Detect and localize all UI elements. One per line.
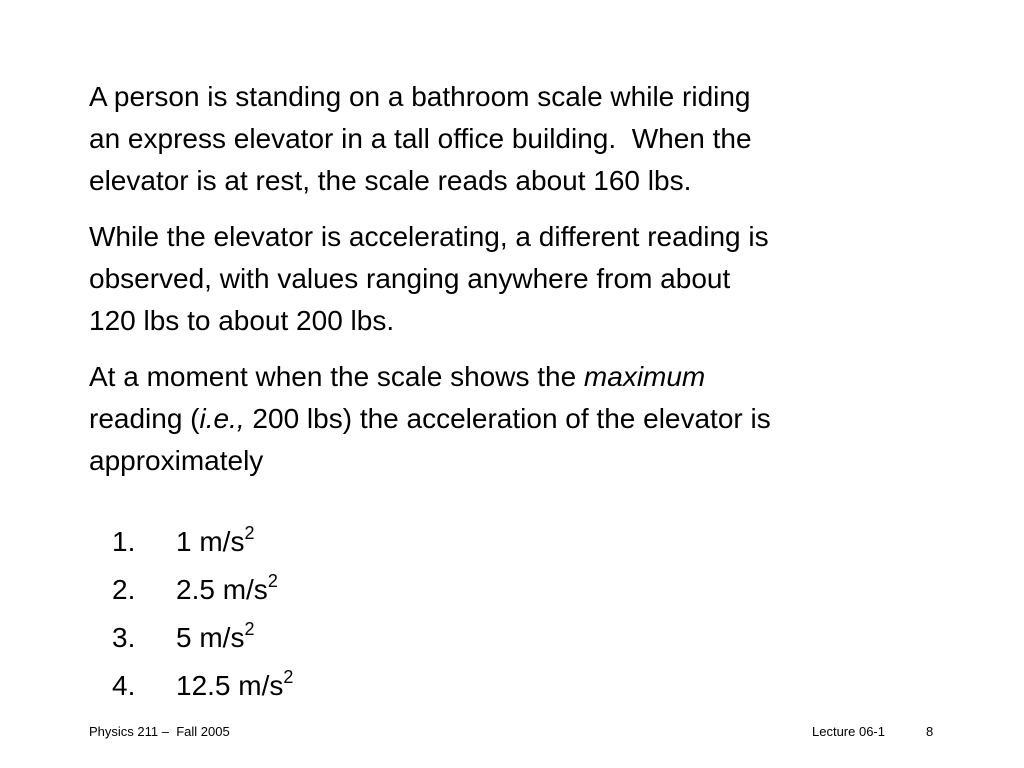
answer-choices	[112, 518, 293, 710]
emphasis-ie: i.e.,	[199, 403, 245, 434]
choice-exponent: 2	[267, 570, 278, 591]
answer-choice-2	[112, 566, 293, 614]
text-line: While the elevator is accelerating, a different reading is	[89, 221, 769, 252]
choice-number: 3.	[112, 622, 136, 653]
text-fragment: reading (	[89, 403, 200, 434]
footer-lecture: Lecture 06-1	[812, 724, 885, 739]
text-line: 120 lbs to about 200 lbs.	[89, 305, 395, 336]
text-line: approximately	[89, 445, 264, 476]
choice-number: 4.	[112, 670, 136, 701]
footer-page-number: 8	[926, 724, 934, 739]
choice-value-text: 12.5 m/s	[176, 670, 284, 701]
choice-exponent: 2	[283, 666, 294, 687]
footer-course: Physics 211 – Fall 2005	[89, 724, 230, 739]
choice-value-text: 1 m/s	[176, 526, 245, 557]
answer-choice-3	[112, 614, 293, 662]
choice-value	[176, 614, 254, 662]
paragraph-scenario	[89, 76, 949, 202]
text-line	[89, 398, 949, 440]
choice-value	[176, 662, 293, 710]
text-line: an express elevator in a tall office building. When the	[89, 123, 752, 154]
choice-value-text: 5 m/s	[176, 622, 245, 653]
choice-exponent: 2	[244, 522, 255, 543]
paragraph-readings	[89, 216, 949, 342]
choice-exponent: 2	[244, 618, 255, 639]
text-line: elevator is at rest, the scale reads about 160 lbs.	[89, 165, 692, 196]
choice-number: 2.	[112, 574, 136, 605]
choice-number: 1.	[112, 526, 136, 557]
paragraph-question	[89, 356, 949, 482]
choice-value	[176, 518, 254, 566]
text-line: A person is standing on a bathroom scale while riding	[89, 81, 751, 112]
answer-choice-4	[112, 662, 293, 710]
answer-choice-1	[112, 518, 293, 566]
text-line	[89, 356, 949, 398]
slide-body	[89, 76, 949, 496]
text-line: observed, with values ranging anywhere from about	[89, 263, 731, 294]
text-fragment: At a moment when the scale shows the	[89, 361, 584, 392]
emphasis-maximum: maximum	[583, 361, 706, 392]
text-fragment: 200 lbs) the acceleration of the elevator is	[244, 403, 771, 434]
choice-value-text: 2.5 m/s	[176, 574, 268, 605]
choice-value	[176, 566, 278, 614]
